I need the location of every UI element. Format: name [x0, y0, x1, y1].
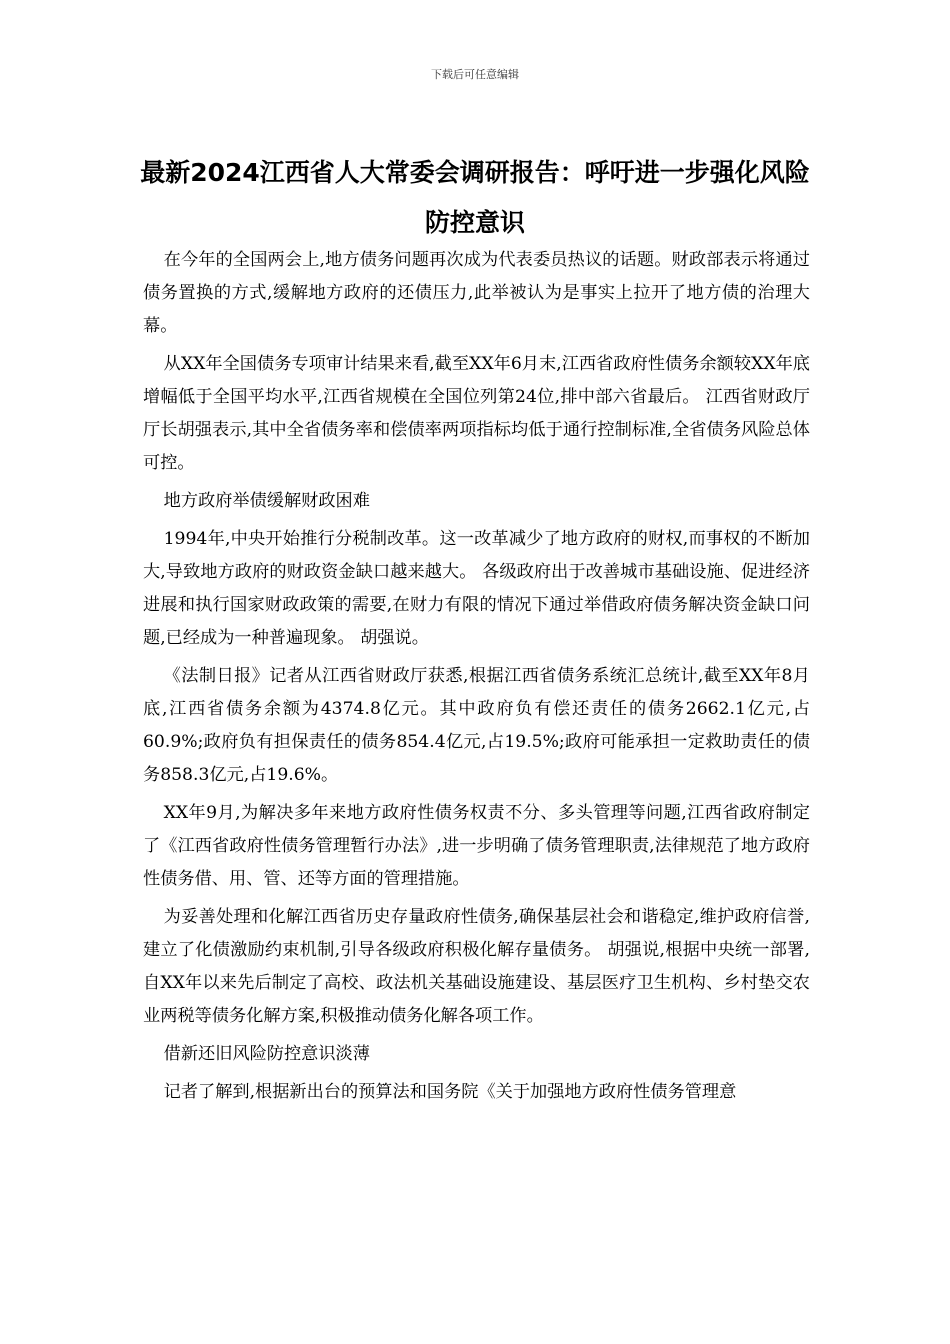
paragraph: 记者了解到,根据新出台的预算法和国务院《关于加强地方政府性债务管理意	[163, 1082, 737, 1102]
section-heading: 地方政府举债缓解财政困难	[163, 491, 370, 511]
paragraph: 从XX年全国债务专项审计结果来看,截至XX年6月末,江西省政府性债务余额较XX年底增幅低于全国平均水平,江西省规模在全国位列第24位,排中部六省最后。 江西省财政厅厅长胡强表示,其中全省债务率和偿债率两项指标均低于通行控制标准,全省债务风险总体可控。	[143, 354, 810, 473]
paragraph: 在今年的全国两会上,地方债务问题再次成为代表委员热议的话题。财政部表示将通过债务置换的方式,缓解地方政府的还债压力,此举被认为是事实上拉开了地方债的治理大幕。	[143, 250, 810, 336]
section-heading: 借新还旧风险防控意识淡薄	[163, 1044, 370, 1064]
paragraph: XX年9月,为解决多年来地方政府性债务权责不分、多头管理等问题,江西省政府制定了《江西省政府性债务管理暂行办法》,进一步明确了债务管理职责,法律规范了地方政府性债务借、用、管、还等方面的管理措施。	[143, 803, 810, 889]
header-note: 下载后可任意编辑	[431, 68, 519, 81]
paragraph: 《法制日报》记者从江西省财政厅获悉,根据江西省债务系统汇总统计,截至XX年8月底,江西省债务余额为4374.8亿元。其中政府负有偿还责任的债务2662.1亿元,占60.9%;政府负有担保责任的债务854.4亿元,占19.5%;政府可能承担一定救助责任的债务858.3亿元,占19.6%。	[143, 666, 810, 785]
paragraph: 1994年,中央开始推行分税制改革。这一改革减少了地方政府的财权,而事权的不断加大,导致地方政府的财政资金缺口越来越大。 各级政府出于改善城市基础设施、促进经济进展和执行国家财政政策的需要,在财力有限的情况下通过举借政府债务解决资金缺口问题,已经成为一种普遍现象。 胡强说。	[143, 529, 810, 648]
paragraph: 为妥善处理和化解江西省历史存量政府性债务,确保基层社会和谐稳定,维护政府信誉,建立了化债激励约束机制,引导各级政府积极化解存量债务。 胡强说,根据中央统一部署,自XX年以来先后制定了高校、政法机关基础设施建设、基层医疗卫生机构、乡村垫交农业两税等债务化解方案,积极推动债务化解各项工作。	[143, 907, 810, 1026]
document-title: 最新2024江西省人大常委会调研报告：呼吁进一步强化风险防控意识	[140, 158, 810, 237]
document-body	[143, 244, 810, 1114]
